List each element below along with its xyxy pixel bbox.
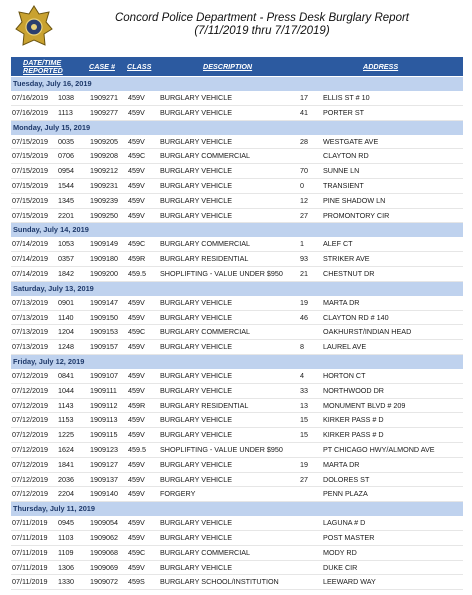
cell-case-number: 1909140: [90, 489, 118, 499]
cell-case-number: 1909123: [90, 444, 118, 454]
table-row: [11, 209, 463, 224]
cell-description: BURGLARY VEHICLE: [160, 518, 233, 528]
table-row: [11, 91, 463, 106]
cell-class: 459C: [128, 327, 146, 337]
date-group-header: Sunday, July 14, 2019: [11, 223, 463, 237]
cell-class: 459V: [128, 312, 145, 322]
cell-address-street: MARTA DR: [323, 459, 360, 469]
cell-address-street: LAUREL AVE: [323, 342, 367, 352]
cell-address-street: SUNNE LN: [323, 166, 360, 176]
cell-date: 07/15/2019: [12, 136, 48, 146]
date-group-header: Friday, July 12, 2019: [11, 355, 463, 369]
cell-time: 1103: [58, 532, 74, 542]
cell-address-street: ALEF CT: [323, 239, 353, 249]
cell-address-street: PENN PLAZA: [323, 489, 368, 499]
cell-address-street: HORTON CT: [323, 370, 366, 380]
cell-time: 2204: [58, 489, 74, 499]
table-row: [11, 194, 463, 209]
cell-case-number: 1909147: [90, 297, 118, 307]
cell-time: 1225: [58, 430, 74, 440]
cell-case-number: 1909069: [90, 562, 118, 572]
cell-time: 2036: [58, 474, 74, 484]
cell-date: 07/12/2019: [12, 400, 48, 410]
cell-class: 459V: [128, 136, 145, 146]
cell-description: BURGLARY VEHICLE: [160, 474, 233, 484]
table-row: [11, 413, 463, 428]
cell-description: BURGLARY VEHICLE: [160, 415, 233, 425]
cell-case-number: 1909208: [90, 151, 118, 161]
cell-case-number: 1909068: [90, 547, 118, 557]
cell-date: 07/12/2019: [12, 415, 48, 425]
cell-class: 459V: [128, 195, 145, 205]
cell-case-number: 1909113: [90, 415, 118, 425]
table-row: [11, 135, 463, 150]
cell-time: 0357: [58, 254, 74, 264]
cell-time: 0841: [58, 370, 74, 380]
cell-case-number: 1909062: [90, 532, 118, 542]
cell-time: 1544: [58, 180, 74, 190]
cell-case-number: 1909212: [90, 166, 118, 176]
cell-address-street: ELLIS ST # 10: [323, 93, 370, 102]
cell-case-number: 1909250: [90, 210, 118, 220]
cell-description: BURGLARY VEHICLE: [160, 166, 233, 176]
table-row: [11, 296, 463, 311]
cell-address-street: DUKE CIR: [323, 562, 358, 572]
cell-address-number: 1: [300, 239, 304, 249]
cell-class: 459.5: [128, 444, 146, 454]
report-title-line2: (7/11/2019 thru 7/17/2019): [194, 25, 330, 37]
cell-case-number: 1909107: [90, 370, 118, 380]
cell-address-number: 12: [300, 195, 308, 205]
cell-date: 07/14/2019: [12, 239, 48, 249]
cell-case-number: 1909239: [90, 195, 118, 205]
cell-address-street: TRANSIENT: [323, 180, 364, 190]
cell-description: BURGLARY VEHICLE: [160, 180, 233, 190]
cell-address-number: 33: [300, 385, 308, 395]
cell-case-number: 1909153: [90, 327, 118, 337]
cell-description: BURGLARY VEHICLE: [160, 107, 233, 117]
table-row: [11, 428, 463, 443]
cell-date: 07/15/2019: [12, 166, 48, 176]
cell-date: 07/12/2019: [12, 370, 48, 380]
cell-address-number: 21: [300, 268, 308, 278]
cell-address-street: MARTA DR: [323, 297, 360, 307]
cell-time: 1113: [58, 107, 73, 117]
cell-address-street: MONUMENT BLVD # 209: [323, 400, 406, 410]
cell-description: FORGERY: [160, 489, 196, 499]
cell-date: 07/15/2019: [12, 195, 48, 205]
cell-case-number: 1909150: [90, 312, 118, 322]
cell-case-number: 1909231: [90, 180, 118, 190]
cell-address-number: 28: [300, 136, 308, 146]
cell-address-street: WESTGATE AVE: [323, 136, 379, 146]
cell-class: 459V: [128, 562, 145, 572]
cell-date: 07/12/2019: [12, 385, 48, 395]
cell-class: 459V: [128, 107, 145, 117]
cell-date: 07/12/2019: [12, 444, 48, 454]
report-title: [60, 12, 464, 38]
cell-address-street: CHESTNUT DR: [323, 268, 375, 278]
cell-case-number: 1909112: [90, 400, 118, 410]
cell-class: 459V: [128, 459, 145, 469]
cell-address-number: 27: [300, 210, 308, 220]
cell-time: 1140: [58, 312, 74, 322]
cell-time: 1038: [58, 93, 74, 102]
cell-address-number: 19: [300, 459, 308, 469]
cell-case-number: 1909127: [90, 459, 118, 469]
cell-case-number: 1909200: [90, 268, 118, 278]
table-row: [11, 325, 463, 340]
cell-description: BURGLARY SCHOOL/INSTITUTION: [160, 577, 279, 587]
cell-time: 1044: [58, 385, 74, 395]
table-row: [11, 237, 463, 252]
cell-description: BURGLARY VEHICLE: [160, 562, 233, 572]
cell-address-number: 15: [300, 415, 308, 425]
cell-address-number: 70: [300, 166, 308, 176]
cell-description: BURGLARY COMMERCIAL: [160, 327, 250, 337]
cell-date: 07/11/2019: [12, 532, 48, 542]
cell-date: 07/15/2019: [12, 180, 48, 190]
table-row: [11, 369, 463, 384]
cell-address-number: 8: [300, 342, 304, 352]
cell-date: 07/15/2019: [12, 151, 48, 161]
cell-time: 1624: [58, 444, 74, 454]
cell-time: 1841: [58, 459, 74, 469]
table-row: [11, 531, 463, 546]
date-group-header: Monday, July 15, 2019: [11, 121, 463, 135]
cell-description: BURGLARY VEHICLE: [160, 297, 233, 307]
cell-class: 459V: [128, 474, 145, 484]
cell-address-street: STRIKER AVE: [323, 254, 370, 264]
cell-address-number: 27: [300, 474, 308, 484]
cell-address-street: PINE SHADOW LN: [323, 195, 386, 205]
cell-case-number: 1909180: [90, 254, 118, 264]
cell-class: 459V: [128, 415, 145, 425]
cell-description: BURGLARY COMMERCIAL: [160, 239, 250, 249]
cell-description: BURGLARY COMMERCIAL: [160, 151, 250, 161]
cell-description: BURGLARY VEHICLE: [160, 210, 233, 220]
cell-class: 459S: [128, 577, 145, 587]
cell-class: 459V: [128, 166, 145, 176]
table-header: [11, 57, 463, 76]
cell-address-number: 15: [300, 430, 308, 440]
cell-class: 459C: [128, 547, 146, 557]
cell-date: 07/11/2019: [12, 562, 48, 572]
cell-address-number: 4: [300, 370, 304, 380]
cell-date: 07/13/2019: [12, 342, 48, 352]
cell-case-number: 1909149: [90, 239, 118, 249]
cell-class: 459R: [128, 400, 146, 410]
cell-description: BURGLARY VEHICLE: [160, 532, 233, 542]
cell-time: 1109: [58, 547, 74, 557]
cell-description: BURGLARY VEHICLE: [160, 136, 233, 146]
cell-description: BURGLARY COMMERCIAL: [160, 547, 250, 557]
cell-date: 07/14/2019: [12, 268, 48, 278]
cell-case-number: 1909157: [90, 342, 118, 352]
cell-case-number: 1909277: [90, 107, 118, 117]
cell-date: 07/15/2019: [12, 210, 48, 220]
cell-time: 1204: [58, 327, 74, 337]
cell-class: 459C: [128, 239, 146, 249]
cell-case-number: 1909054: [90, 518, 118, 528]
cell-date: 07/14/2019: [12, 254, 48, 264]
cell-address-street: LEEWARD WAY: [323, 577, 376, 587]
cell-class: 459V: [128, 210, 145, 220]
cell-description: SHOPLIFTING - VALUE UNDER $950: [160, 444, 283, 454]
col-description: DESCRIPTION: [203, 62, 253, 71]
cell-description: BURGLARY VEHICLE: [160, 342, 233, 352]
cell-class: 459V: [128, 180, 145, 190]
cell-time: 1306: [58, 562, 74, 572]
cell-case-number: 1909205: [90, 136, 118, 146]
cell-time: 0901: [58, 297, 74, 307]
cell-address-street: MODY RD: [323, 547, 357, 557]
cell-date: 07/11/2019: [12, 518, 48, 528]
table-row: [11, 384, 463, 399]
cell-address-street: PROMONTORY CIR: [323, 210, 390, 220]
table-row: [11, 575, 463, 590]
cell-class: 459V: [128, 342, 145, 352]
date-group-header: Tuesday, July 16, 2019: [11, 77, 463, 91]
cell-date: 07/13/2019: [12, 297, 48, 307]
table-row: [11, 546, 463, 561]
cell-time: 0945: [58, 518, 74, 528]
cell-address-street: PT CHICAGO HWY/ALMOND AVE: [323, 444, 435, 454]
cell-class: 459V: [128, 518, 145, 528]
table-row: [11, 516, 463, 531]
cell-address-number: 41: [300, 107, 308, 117]
cell-address-number: 13: [300, 400, 308, 410]
date-group-header: Thursday, July 11, 2019: [11, 502, 463, 516]
cell-time: 0035: [58, 136, 74, 146]
cell-case-number: 1909072: [90, 577, 118, 587]
cell-time: 0954: [58, 166, 74, 176]
cell-description: BURGLARY VEHICLE: [160, 195, 233, 205]
cell-case-number: 1909115: [90, 430, 118, 440]
cell-address-street: KIRKER PASS # D: [323, 430, 384, 440]
cell-class: 459V: [128, 297, 145, 307]
cell-address-street: POST MASTER: [323, 532, 375, 542]
cell-class: 459V: [128, 532, 145, 542]
cell-description: BURGLARY VEHICLE: [160, 459, 233, 469]
cell-address-street: CLAYTON RD: [323, 151, 369, 161]
police-badge-icon: [15, 5, 53, 49]
cell-date: 07/13/2019: [12, 312, 48, 322]
cell-case-number: 1909137: [90, 474, 118, 484]
cell-class: 459V: [128, 489, 145, 499]
cell-date: 07/11/2019: [12, 577, 48, 587]
cell-description: BURGLARY VEHICLE: [160, 430, 233, 440]
table-row: [11, 252, 463, 267]
date-group-header: Saturday, July 13, 2019: [11, 282, 463, 296]
table-row: [11, 443, 463, 458]
cell-description: SHOPLIFTING - VALUE UNDER $950: [160, 268, 283, 278]
cell-class: 459V: [128, 370, 145, 380]
table-row: [11, 487, 463, 502]
cell-address-number: 17: [300, 93, 308, 102]
cell-case-number: 1909271: [90, 93, 118, 102]
table-row: [11, 399, 463, 414]
cell-time: 0706: [58, 151, 74, 161]
table-row: [11, 179, 463, 194]
cell-address-street: DOLORES ST: [323, 474, 370, 484]
cell-description: BURGLARY RESIDENTIAL: [160, 254, 249, 264]
table-row: [11, 267, 463, 282]
cell-date: 07/12/2019: [12, 474, 48, 484]
cell-address-street: PORTER ST: [323, 107, 365, 117]
cell-description: BURGLARY RESIDENTIAL: [160, 400, 249, 410]
cell-class: 459.5: [128, 268, 146, 278]
cell-address-street: CLAYTON RD # 140: [323, 312, 389, 322]
cell-description: BURGLARY VEHICLE: [160, 385, 233, 395]
col-date-reported: DATE/TIME REPORTED: [23, 58, 63, 75]
cell-time: 1248: [58, 342, 74, 352]
cell-description: BURGLARY VEHICLE: [160, 370, 233, 380]
cell-date: 07/12/2019: [12, 430, 48, 440]
cell-address-street: OAKHURST/INDIAN HEAD: [323, 327, 412, 337]
table-row: [11, 473, 463, 488]
cell-date: 07/16/2019: [12, 107, 48, 117]
col-case: CASE #: [89, 62, 115, 71]
cell-description: BURGLARY VEHICLE: [160, 312, 233, 322]
cell-time: 1842: [58, 268, 74, 278]
cell-date: 07/11/2019: [12, 547, 48, 557]
cell-address-number: 46: [300, 312, 308, 322]
cell-description: BURGLARY VEHICLE: [160, 93, 233, 102]
table-row: [11, 149, 463, 164]
table-body: [11, 77, 463, 590]
cell-date: 07/16/2019: [12, 93, 48, 102]
cell-address-number: 19: [300, 297, 308, 307]
cell-class: 459V: [128, 430, 145, 440]
cell-class: 459R: [128, 254, 146, 264]
report-title-line1: Concord Police Department - Press Desk Burglary Report: [114, 12, 409, 24]
cell-address-number: 0: [300, 180, 304, 190]
col-address: ADDRESS: [363, 62, 399, 71]
cell-address-street: KIRKER PASS # D: [323, 415, 384, 425]
cell-class: 459V: [128, 385, 145, 395]
table-row: [11, 340, 463, 355]
cell-time: 2201: [58, 210, 74, 220]
cell-time: 1143: [58, 400, 74, 410]
cell-class: 459V: [128, 93, 145, 102]
cell-address-number: 93: [300, 254, 308, 264]
cell-case-number: 1909111: [90, 385, 117, 395]
table-row: [11, 164, 463, 179]
cell-class: 459C: [128, 151, 146, 161]
cell-address-street: NORTHWOOD DR: [323, 385, 384, 395]
table-row: [11, 561, 463, 576]
table-row: [11, 458, 463, 473]
cell-date: 07/13/2019: [12, 327, 48, 337]
cell-time: 1053: [58, 239, 74, 249]
table-row: [11, 311, 463, 326]
cell-time: 1345: [58, 195, 74, 205]
cell-date: 07/12/2019: [12, 459, 48, 469]
cell-address-street: LAGUNA # D: [323, 518, 366, 528]
cell-time: 1330: [58, 577, 74, 587]
cell-time: 1153: [58, 415, 74, 425]
col-class: CLASS: [127, 62, 152, 71]
cell-date: 07/12/2019: [12, 489, 48, 499]
table-row: [11, 106, 463, 121]
